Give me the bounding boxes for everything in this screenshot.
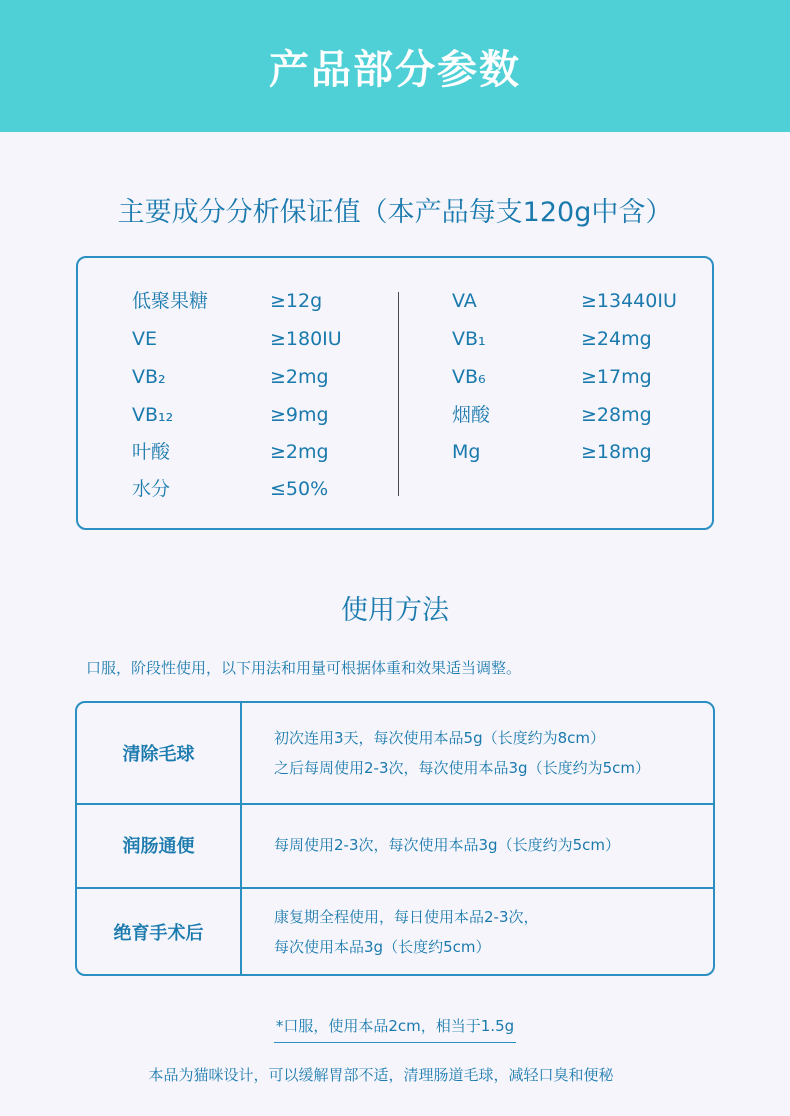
instruction-line: 康复期全程使用，每日使用本品2-3次， <box>274 907 539 926</box>
nutrient-value: ≥2mg <box>270 366 329 388</box>
nutrient-name: 低聚果糖 <box>132 290 209 312</box>
nutrient-value: ≥18mg <box>581 441 652 463</box>
column-divider <box>398 292 399 496</box>
usage-purpose: 绝育手术后 <box>77 887 242 976</box>
nutrient-value: ≥2mg <box>270 441 329 463</box>
footer-text: 本品为猫咪设计，可以缓解胃部不适，清理肠道毛球，减轻口臭和便秘 <box>148 1066 614 1084</box>
nutrient-name: VB₆ <box>452 366 486 388</box>
table-row <box>77 803 713 889</box>
nutrient-name: VB₁₂ <box>132 404 174 426</box>
nutrient-name: 叶酸 <box>132 441 171 463</box>
page-title: 产品部分参数 <box>269 46 521 93</box>
table-row <box>77 887 713 976</box>
usage-instructions <box>274 803 703 887</box>
nutrient-value: ≥13440IU <box>581 290 677 312</box>
instruction-line: 每周使用2-3次，每次使用本品3g（长度约为5cm） <box>274 836 620 854</box>
nutrient-value: ≥12g <box>270 290 323 312</box>
instruction-line: 初次连用3天，每次使用本品5g（长度约为8cm） <box>274 729 606 747</box>
dosage-note <box>0 1015 790 1043</box>
nutrient-value: ≥180IU <box>270 328 342 350</box>
usage-instructions <box>274 703 703 803</box>
usage-purpose: 润肠通便 <box>77 803 242 887</box>
usage-table <box>75 701 715 976</box>
table-row <box>77 703 713 805</box>
composition-box <box>76 256 714 530</box>
instruction-line: 每次使用本品3g（长度约5cm） <box>274 937 491 956</box>
nutrient-name: Mg <box>452 441 481 463</box>
nutrient-name: VB₁ <box>452 328 486 350</box>
usage-title: 使用方法 <box>341 595 449 626</box>
dosage-note-text: *口服，使用本品2cm，相当于1.5g <box>274 1015 516 1043</box>
nutrient-name: VE <box>132 328 158 350</box>
nutrient-value: ≥9mg <box>270 404 329 426</box>
nutrient-name: VA <box>452 290 477 312</box>
nutrient-name: 烟酸 <box>452 404 491 426</box>
nutrient-value: ≥24mg <box>581 328 652 350</box>
instruction-line: 之后每周使用2-3次，每次使用本品3g（长度约为5cm） <box>274 759 650 777</box>
usage-instructions <box>274 887 703 976</box>
nutrient-value: ≥28mg <box>581 404 652 426</box>
usage-intro: 口服，阶段性使用，以下用法和用量可根据体重和效果适当调整。 <box>86 659 522 677</box>
page-header <box>0 0 790 132</box>
nutrient-name: VB₂ <box>132 366 166 388</box>
nutrient-value: ≥17mg <box>581 366 652 388</box>
usage-purpose: 清除毛球 <box>77 703 242 803</box>
composition-title: 主要成分分析保证值（本产品每支120g中含） <box>117 197 673 228</box>
nutrient-name: 水分 <box>132 478 171 500</box>
nutrient-value: ≤50% <box>270 478 329 500</box>
